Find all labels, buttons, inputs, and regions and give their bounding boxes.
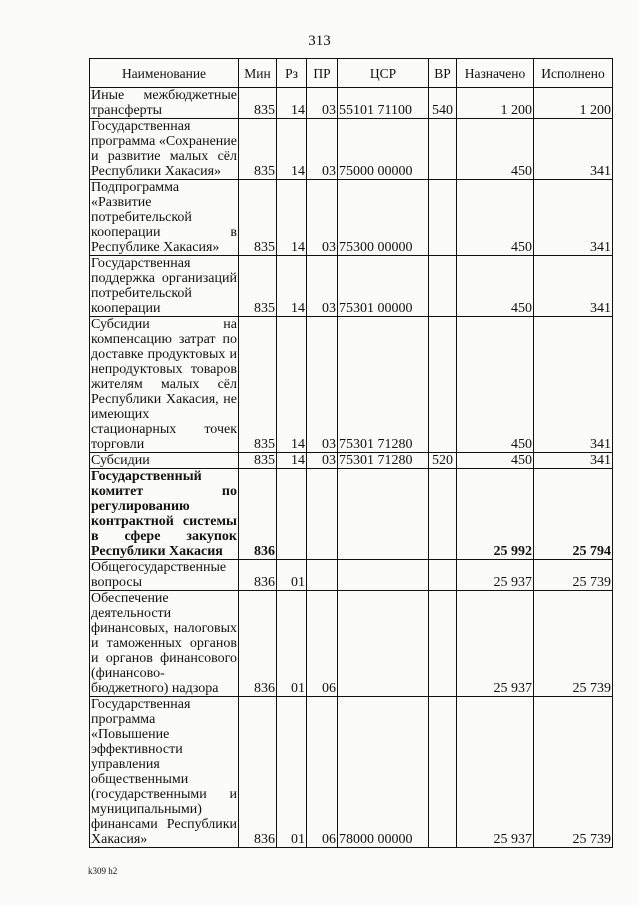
cell-name: Государственная поддержка организаций потребительской кооперации <box>91 256 237 316</box>
cell-pr: 03 <box>307 453 338 469</box>
header-csr: ЦСР <box>338 59 429 88</box>
header-assigned: Назначено <box>457 59 534 88</box>
cell-min: 836 <box>239 560 277 591</box>
cell-executed: 341 <box>534 453 613 469</box>
cell-rz: 01 <box>277 560 307 591</box>
cell-assigned: 450 <box>457 453 534 469</box>
header-vr: ВР <box>429 59 457 88</box>
cell-name: Подпрограмма «Развитие потребительской кооперации в Республике Хакасия» <box>91 180 237 255</box>
cell-name: Государственная программа «Сохранение и развитие малых сёл Республики Хакасия» <box>91 119 237 179</box>
table-row <box>90 453 613 469</box>
cell-vr <box>429 180 457 256</box>
table-row <box>90 180 613 256</box>
table-row <box>90 560 613 591</box>
cell-rz: 01 <box>277 591 307 697</box>
cell-vr: 520 <box>429 453 457 469</box>
cell-csr <box>338 469 429 560</box>
table-row <box>90 697 613 848</box>
cell-name: Государственный комитет по регулированию контрактной системы в сфере закупок Республики Хакасия <box>91 469 237 559</box>
cell-csr: 75301 71280 <box>338 453 429 469</box>
cell-executed: 25 739 <box>534 591 613 697</box>
cell-executed: 341 <box>534 317 613 453</box>
cell-vr <box>429 591 457 697</box>
cell-vr <box>429 560 457 591</box>
cell-rz: 14 <box>277 317 307 453</box>
cell-min: 835 <box>239 453 277 469</box>
cell-pr: 03 <box>307 180 338 256</box>
cell-rz: 14 <box>277 180 307 256</box>
cell-rz: 01 <box>277 697 307 848</box>
cell-executed: 341 <box>534 256 613 317</box>
cell-executed: 25 739 <box>534 697 613 848</box>
table-row <box>90 317 613 453</box>
header-name: Наименование <box>90 59 239 88</box>
cell-assigned: 450 <box>457 256 534 317</box>
cell-executed: 341 <box>534 180 613 256</box>
header-pr: ПР <box>307 59 338 88</box>
cell-vr: 540 <box>429 88 457 119</box>
cell-vr <box>429 119 457 180</box>
cell-min: 835 <box>239 119 277 180</box>
cell-rz: 14 <box>277 119 307 180</box>
cell-min: 835 <box>239 317 277 453</box>
cell-executed: 1 200 <box>534 88 613 119</box>
cell-csr: 75301 00000 <box>338 256 429 317</box>
cell-vr <box>429 256 457 317</box>
cell-min: 835 <box>239 256 277 317</box>
cell-min: 836 <box>239 591 277 697</box>
cell-min: 835 <box>239 180 277 256</box>
footer-code: k309 h2 <box>88 866 118 876</box>
page-number: 313 <box>308 33 331 49</box>
cell-min: 836 <box>239 469 277 560</box>
cell-name: Общегосударственные вопросы <box>90 560 239 591</box>
cell-assigned: 450 <box>457 119 534 180</box>
cell-pr <box>307 560 338 591</box>
table-row <box>90 591 613 697</box>
cell-name: Субсидии <box>90 453 239 469</box>
cell-pr: 06 <box>307 697 338 848</box>
budget-table <box>89 58 613 848</box>
cell-csr: 75300 00000 <box>338 180 429 256</box>
cell-pr <box>307 469 338 560</box>
header-min: Мин <box>239 59 277 88</box>
cell-pr: 03 <box>307 317 338 453</box>
header-rz: Рз <box>277 59 307 88</box>
cell-rz <box>277 469 307 560</box>
cell-csr: 75000 00000 <box>338 119 429 180</box>
cell-csr <box>338 591 429 697</box>
cell-vr <box>429 317 457 453</box>
cell-assigned: 25 937 <box>457 560 534 591</box>
cell-assigned: 450 <box>457 180 534 256</box>
cell-assigned: 25 992 <box>457 469 534 560</box>
cell-pr: 03 <box>307 256 338 317</box>
cell-min: 835 <box>239 88 277 119</box>
cell-assigned: 450 <box>457 317 534 453</box>
table-row <box>90 256 613 317</box>
cell-assigned: 1 200 <box>457 88 534 119</box>
cell-csr: 78000 00000 <box>338 697 429 848</box>
cell-assigned: 25 937 <box>457 697 534 848</box>
cell-name: Субсидии на компенсацию затрат по доставке продуктовых и непродуктовых товаров жителям малых сёл Республики Хакасия, не имеющих стационарных точек торговли <box>91 317 237 452</box>
cell-min: 836 <box>239 697 277 848</box>
table-row <box>90 88 613 119</box>
cell-rz: 14 <box>277 88 307 119</box>
cell-name: Иные межбюджетные трансферты <box>91 88 237 118</box>
cell-pr: 06 <box>307 591 338 697</box>
cell-executed: 25 739 <box>534 560 613 591</box>
cell-rz: 14 <box>277 256 307 317</box>
cell-name: Обеспечение деятельности финансовых, налоговых и таможенных органов и органов финансового (финансово-бюджетного) надзора <box>91 591 237 696</box>
cell-vr <box>429 697 457 848</box>
cell-executed: 25 794 <box>534 469 613 560</box>
cell-name: Государственная программа «Повышение эффективности управления общественными (государственными и муниципальными) финансами Республики Хакасия» <box>91 697 237 847</box>
cell-csr: 55101 71100 <box>338 88 429 119</box>
cell-pr: 03 <box>307 88 338 119</box>
header-row <box>90 59 613 88</box>
cell-executed: 341 <box>534 119 613 180</box>
cell-rz: 14 <box>277 453 307 469</box>
cell-csr <box>338 560 429 591</box>
table-row <box>90 469 613 560</box>
cell-assigned: 25 937 <box>457 591 534 697</box>
cell-csr: 75301 71280 <box>338 317 429 453</box>
cell-pr: 03 <box>307 119 338 180</box>
table-row <box>90 119 613 180</box>
header-executed: Исполнено <box>534 59 613 88</box>
cell-vr <box>429 469 457 560</box>
